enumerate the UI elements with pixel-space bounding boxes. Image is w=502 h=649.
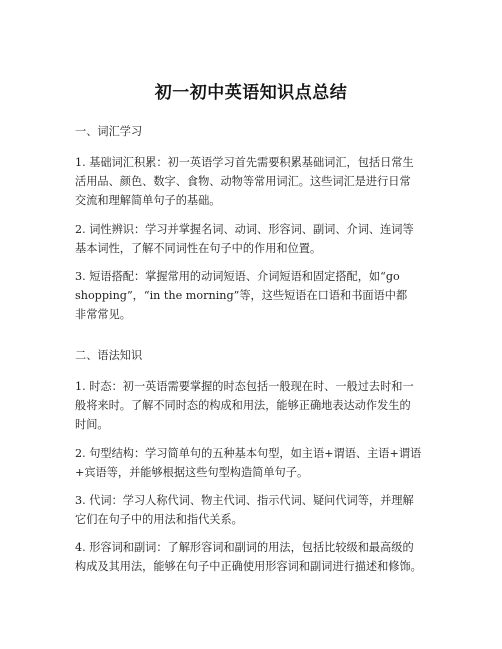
- paragraph-line: 1. 时态：初一英语需要掌握的时态包括一般现在时、一般过去时和一: [75, 380, 414, 393]
- document-title: 初一初中英语知识点总结: [154, 83, 348, 103]
- paragraph-line: 非常常见。: [75, 308, 131, 321]
- paragraph-line: 它们在句子中的用法和指代关系。: [75, 513, 243, 526]
- paragraph-vocab-basic: [75, 153, 455, 210]
- paragraph-grammar-tense: [75, 377, 455, 434]
- paragraph-grammar-sentence: [75, 444, 455, 482]
- paragraph-line: 3. 代词：学习人称代词、物主代词、指示代词、疑问代词等，并理解: [75, 494, 414, 507]
- paragraph-line: 2. 句型结构：学习简单句的五种基本句型，如主语+谓语、主语+谓语: [75, 447, 422, 460]
- paragraph-line: 2. 词性辨识：学习并掌握名词、动词、形容词、副词、介词、连词等: [75, 223, 414, 236]
- paragraph-line: 基本词性，了解不同词性在句子中的作用和位置。: [75, 242, 322, 255]
- paragraph-vocab-phrases: [75, 267, 455, 324]
- paragraph-line: 1. 基础词汇积累：初一英语学习首先需要积累基础词汇，包括日常生: [75, 156, 414, 169]
- paragraph-line: 般将来时。了解不同时态的构成和用法，能够正确地表达动作发生的: [75, 399, 411, 412]
- paragraph-line: 交流和理解简单句子的基础。: [75, 194, 221, 207]
- paragraph-line: 时间。: [75, 418, 109, 431]
- section-heading-grammar: 二、语法知识: [75, 349, 143, 362]
- paragraph-line: +宾语等，并能够根据这些句型构造简单句子。: [75, 466, 309, 479]
- section-heading-vocabulary: 一、词汇学习: [75, 125, 143, 138]
- paragraph-line: shopping”，“in the morning”等，这些短语在口语和书面语中都: [75, 289, 408, 302]
- paragraph-grammar-adj-adv: [75, 538, 455, 576]
- paragraph-vocab-pos: [75, 220, 455, 258]
- paragraph-grammar-pronoun: [75, 491, 455, 529]
- paragraph-line: 4. 形容词和副词：了解形容词和副词的用法，包括比较级和最高级的: [75, 541, 414, 554]
- paragraph-line: 构成及其用法，能够在句子中正确使用形容词和副词进行描述和修饰。: [75, 560, 422, 573]
- paragraph-line: 活用品、颜色、数字、食物、动物等常用词汇。这些词汇是进行日常: [75, 175, 411, 188]
- paragraph-line: 3. 短语搭配：掌握常用的动词短语、介词短语和固定搭配，如“go: [75, 270, 400, 283]
